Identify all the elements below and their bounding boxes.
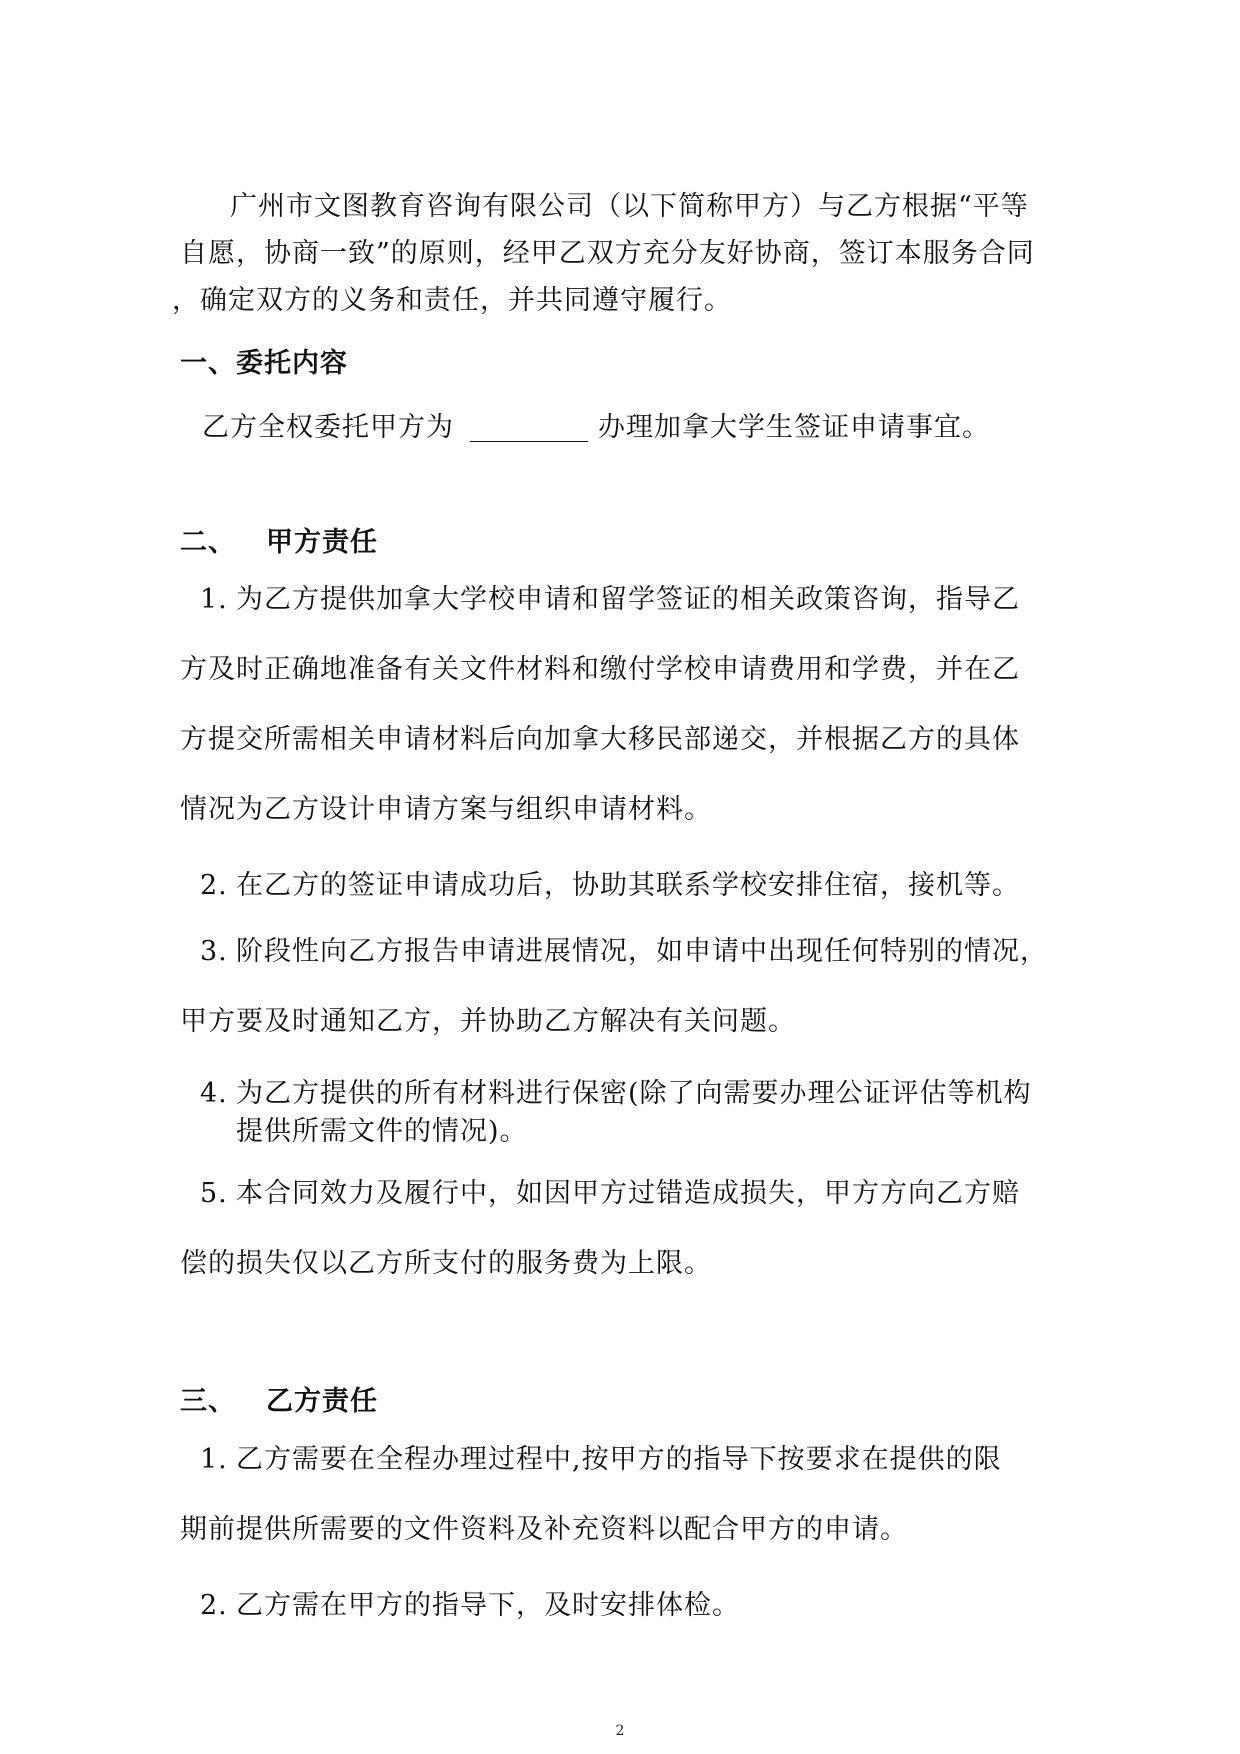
list-item: [200, 580, 1020, 620]
intro-line-1: 广州市文图教育咨询有限公司（以下简称甲方）与乙方根据“平等: [230, 191, 1029, 222]
list-item: [200, 1174, 1020, 1214]
section-title: 甲方责任: [266, 527, 378, 558]
fill-in-blank[interactable]: [470, 411, 588, 442]
list-item: [200, 1440, 1002, 1480]
section-number: 三、: [180, 1386, 236, 1417]
section-heading-3: [180, 1382, 1060, 1422]
item-number: 1.: [200, 1444, 228, 1475]
item-continuation: 偿的损失仅以乙方所支付的服务费为上限。: [180, 1248, 712, 1279]
item-text: 为乙方提供加拿大学校申请和留学签证的相关政策咨询，指导乙: [236, 584, 1020, 615]
item-text: 乙方需在甲方的指导下，及时安排体检。: [236, 1590, 740, 1621]
item-number: 1.: [200, 584, 228, 615]
item-number: 2.: [200, 870, 228, 901]
item-text: 本合同效力及履行中，如因甲方过错造成损失，甲方方向乙方赔: [236, 1178, 1020, 1209]
item-number: 4.: [200, 1078, 228, 1109]
item-continuation: 情况为乙方设计申请方案与组织申请材料。: [180, 794, 712, 825]
entrust-text-before: 乙方全权委托甲方为: [202, 412, 454, 443]
page-number: 2: [615, 1723, 625, 1739]
item-continuation: 期前提供所需要的文件资料及补充资料以配合甲方的申请。: [180, 1514, 908, 1545]
item-text: 为乙方提供的所有材料进行保密(除了向需要办理公证评估等机构: [236, 1078, 1032, 1109]
section-heading-1: [180, 344, 1060, 384]
item-number: 3.: [200, 936, 228, 967]
list-item: [200, 866, 1020, 906]
item-number: 2.: [200, 1590, 228, 1621]
item-continuation: 方提交所需相关申请材料后向加拿大移民部递交，并根据乙方的具体: [180, 724, 1020, 755]
item-text: 乙方需要在全程办理过程中,按甲方的指导下按要求在提供的限: [236, 1444, 1002, 1475]
list-item: [200, 1074, 1032, 1114]
item-continuation: 提供所需文件的情况)。: [236, 1116, 528, 1147]
intro-line-3: ，确定双方的义务和责任，并共同遵守履行。: [172, 285, 732, 316]
entrust-text-after: 办理加拿大学生签证申请事宜。: [598, 412, 990, 443]
item-text: 在乙方的签证申请成功后，协助其联系学校安排住宿，接机等。: [236, 870, 1020, 901]
section-heading-2: [180, 523, 1060, 563]
section-title: 委托内容: [236, 348, 348, 379]
section-number: 一、: [180, 348, 236, 379]
item-number: 5.: [200, 1178, 228, 1209]
entrust-line: [202, 408, 990, 448]
item-continuation: 甲方要及时通知乙方，并协助乙方解决有关问题。: [180, 1006, 796, 1037]
item-text: 阶段性向乙方报告申请进展情况，如申请中出现任何特别的情况，: [236, 936, 1048, 967]
item-continuation: 方及时正确地准备有关文件材料和缴付学校申请费用和学费，并在乙: [180, 654, 1020, 685]
list-item: [200, 1586, 740, 1626]
list-item: [200, 932, 1048, 972]
section-number: 二、: [180, 527, 236, 558]
intro-line-2: 自愿，协商一致”的原则，经甲乙双方充分友好协商，签订本服务合同: [180, 238, 1035, 269]
section-title: 乙方责任: [266, 1386, 378, 1417]
